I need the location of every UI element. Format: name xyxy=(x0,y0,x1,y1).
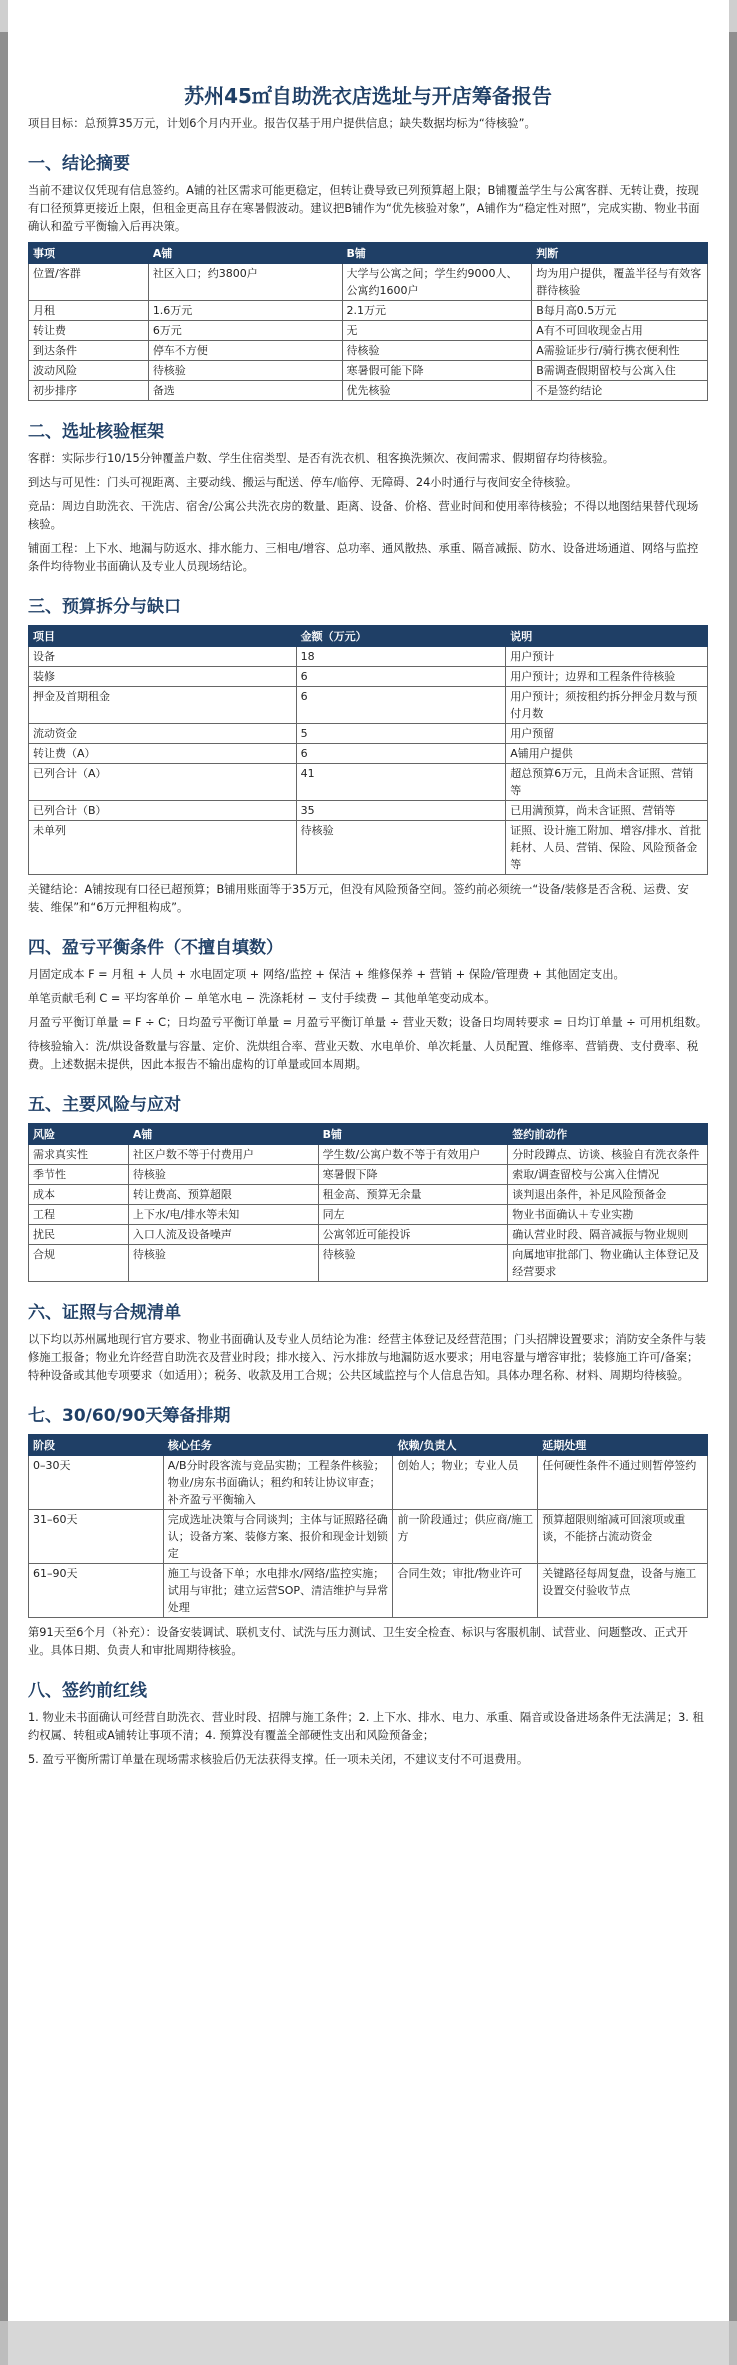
table-row xyxy=(29,264,708,301)
table-cell: 流动资金 xyxy=(29,724,297,744)
table-row xyxy=(29,1225,708,1245)
section-heading-licenses: 六、证照与合规清单 xyxy=(28,1303,181,1323)
table-cell: 用户预计；边界和工程条件待核验 xyxy=(506,667,708,687)
table-cell: 0–30天 xyxy=(29,1456,164,1510)
report-content xyxy=(28,80,708,1775)
table-cell: 转让费 xyxy=(29,321,149,341)
table-header-cell: 金额（万元） xyxy=(296,626,506,647)
table-cell: 公寓邻近可能投诉 xyxy=(318,1225,508,1245)
table-cell: 预算超限则缩减可回滚项或重谈，不能挤占流动资金 xyxy=(538,1510,708,1564)
table-row xyxy=(29,801,708,821)
table-cell: 41 xyxy=(296,764,506,801)
project-goal: 项目目标：总预算35万元，计划6个月内开业。报告仅基于用户提供信息；缺失数据均标为“待核验”。 xyxy=(28,117,536,130)
table-cell: 成本 xyxy=(29,1185,129,1205)
table-cell: 已列合计（B） xyxy=(29,801,297,821)
table-cell: 合规 xyxy=(29,1245,129,1282)
table-cell: 18 xyxy=(296,647,506,667)
table-cell: 6 xyxy=(296,687,506,724)
risk-table xyxy=(28,1123,708,1282)
table-cell: 优先核验 xyxy=(342,381,532,401)
table-row xyxy=(29,764,708,801)
table-cell: 学生数/公寓户数不等于有效用户 xyxy=(318,1145,508,1165)
licenses-paragraph: 以下均以苏州属地现行官方要求、物业书面确认及专业人员结论为准：经营主体登记及经营范围；门头招牌设置要求；消防安全条件与装修施工报备；物业允许经营自助洗衣及营业时段；排水接入、污水排放与地漏防返水要求；用电容量与增容审批；装修施工许可/备案；特种设备或其他专项要求（如适用）；税务、收款及用工合规；公共区域监控与个人信息告知。具体办理名称、材料、周期均待核验。 xyxy=(28,1333,706,1382)
table-row xyxy=(29,301,708,321)
table-row xyxy=(29,744,708,764)
table-cell: 已用满预算，尚未含证照、营销等 xyxy=(506,801,708,821)
table-cell: 月租 xyxy=(29,301,149,321)
table-row xyxy=(29,1165,708,1185)
section-heading-breakeven: 四、盈亏平衡条件（不擅自填数） xyxy=(28,938,283,958)
table-cell: 合同生效；审批/物业许可 xyxy=(393,1564,538,1618)
table-cell: 同左 xyxy=(318,1205,508,1225)
table-cell: 寒暑假下降 xyxy=(318,1165,508,1185)
section-heading-schedule: 七、30/60/90天筹备排期 xyxy=(28,1406,231,1426)
table-cell: 已列合计（A） xyxy=(29,764,297,801)
table-header-cell: A铺 xyxy=(148,243,342,264)
table-cell: 完成选址决策与合同谈判；主体与证照路径确认；设备方案、装修方案、报价和现金计划锁定 xyxy=(163,1510,393,1564)
summary-paragraph: 当前不建议仅凭现有信息签约。A铺的社区需求可能更稳定，但转让费导致已列预算超上限；B铺覆盖学生与公寓客群、无转让费，按现有口径预算更接近上限，但租金更高且存在寒暑假波动。建议把B铺作为“优先核验对象”，A铺作为“稳定性对照”，完成实勘、物业书面确认和盈亏平衡输入后再决策。 xyxy=(28,184,700,233)
table-cell: 任何硬性条件不通过则暂停签约 xyxy=(538,1456,708,1510)
section-heading-risks: 五、主要风险与应对 xyxy=(28,1095,181,1115)
table-cell: 入口人流及设备噪声 xyxy=(128,1225,318,1245)
table-row xyxy=(29,1185,708,1205)
table-cell: 押金及首期租金 xyxy=(29,687,297,724)
table-cell: 用户预计 xyxy=(506,647,708,667)
table-cell: 初步排序 xyxy=(29,381,149,401)
redline-item: 1. 物业未书面确认可经营自助洗衣、营业时段、招牌与施工条件；2. 上下水、排水、电力、承重、隔音或设备进场条件无法满足；3. 租约权属、转租或A铺转让事项不清；4. 预算没有覆盖全部硬性支出和风险预备金； xyxy=(28,1711,704,1742)
section-heading-summary: 一、结论摘要 xyxy=(28,154,130,174)
table-cell: 前一阶段通过；供应商/施工方 xyxy=(393,1510,538,1564)
table-cell: 6 xyxy=(296,667,506,687)
redline-item: 5. 盈亏平衡所需订单量在现场需求核验后仍无法获得支撑。任一项未关闭，不建议支付不可退费用。 xyxy=(28,1753,529,1766)
table-row xyxy=(29,667,708,687)
table-cell: 证照、设计施工附加、增容/排水、首批耗材、人员、营销、保险、风险预备金等 xyxy=(506,821,708,875)
table-cell: 季节性 xyxy=(29,1165,129,1185)
breakeven-paragraph: 月盈亏平衡订单量 = F ÷ C；日均盈亏平衡订单量 = 月盈亏平衡订单量 ÷ 营业天数；设备日均周转要求 = 日均订单量 ÷ 可用机组数。 xyxy=(28,1016,708,1029)
table-cell: 租金高、预算无余量 xyxy=(318,1185,508,1205)
table-cell: B需调查假期留校与公寓入住 xyxy=(532,361,708,381)
table-row xyxy=(29,321,708,341)
table-cell: 装修 xyxy=(29,667,297,687)
table-cell: 待核验 xyxy=(318,1245,508,1282)
bottom-scroll-bar xyxy=(0,2321,737,2365)
table-cell: 社区户数不等于付费用户 xyxy=(128,1145,318,1165)
table-cell: 6万元 xyxy=(148,321,342,341)
table-header-cell: A铺 xyxy=(128,1124,318,1145)
table-row xyxy=(29,1510,708,1564)
table-cell: 待核验 xyxy=(128,1245,318,1282)
breakeven-paragraph: 单笔贡献毛利 C = 平均客单价 − 单笔水电 − 洗涤耗材 − 支付手续费 − 其他单笔变动成本。 xyxy=(28,992,496,1005)
table-cell: 确认营业时段、隔音减振与物业规则 xyxy=(508,1225,708,1245)
table-cell: 转让费（A） xyxy=(29,744,297,764)
table-row xyxy=(29,1205,708,1225)
table-cell: 施工与设备下单；水电排水/网络/监控实施；试用与审批；建立运营SOP、清洁维护与异常处理 xyxy=(163,1564,393,1618)
table-cell: 31–60天 xyxy=(29,1510,164,1564)
budget-table xyxy=(28,625,708,875)
table-cell: 未单列 xyxy=(29,821,297,875)
section-heading-budget: 三、预算拆分与缺口 xyxy=(28,597,181,617)
table-cell: 需求真实性 xyxy=(29,1145,129,1165)
table-cell: B每月高0.5万元 xyxy=(532,301,708,321)
table-cell: 创始人；物业；专业人员 xyxy=(393,1456,538,1510)
table-cell: 1.6万元 xyxy=(148,301,342,321)
table-cell: 索取/调查留校与公寓入住情况 xyxy=(508,1165,708,1185)
table-cell: 超总预算6万元，且尚未含证照、营销等 xyxy=(506,764,708,801)
table-cell: 停车不方便 xyxy=(148,341,342,361)
table-cell: A有不可回收现金占用 xyxy=(532,321,708,341)
table-cell: 转让费高、预算超限 xyxy=(128,1185,318,1205)
table-header-cell: 说明 xyxy=(506,626,708,647)
table-header-cell: B铺 xyxy=(318,1124,508,1145)
table-cell: 备选 xyxy=(148,381,342,401)
table-cell: 无 xyxy=(342,321,532,341)
table-cell: 均为用户提供，覆盖半径与有效客群待核验 xyxy=(532,264,708,301)
table-cell: 寒暑假可能下降 xyxy=(342,361,532,381)
table-header-cell: 事项 xyxy=(29,243,149,264)
redline-list xyxy=(28,1709,708,1769)
table-cell: 上下水/电/排水等未知 xyxy=(128,1205,318,1225)
table-row xyxy=(29,1145,708,1165)
table-cell: 待核验 xyxy=(296,821,506,875)
table-row xyxy=(29,341,708,361)
table-row xyxy=(29,1245,708,1282)
schedule-table xyxy=(28,1434,708,1618)
table-cell: 不是签约结论 xyxy=(532,381,708,401)
table-cell: 大学与公寓之间；学生约9000人、公寓约1600户 xyxy=(342,264,532,301)
table-row xyxy=(29,647,708,667)
comparison-table xyxy=(28,242,708,401)
table-header-cell: 判断 xyxy=(532,243,708,264)
table-cell: A需验证步行/骑行携衣便利性 xyxy=(532,341,708,361)
table-cell: 位置/客群 xyxy=(29,264,149,301)
table-row xyxy=(29,1456,708,1510)
table-cell: 61–90天 xyxy=(29,1564,164,1618)
table-cell: 扰民 xyxy=(29,1225,129,1245)
table-cell: 工程 xyxy=(29,1205,129,1225)
budget-conclusion: 关键结论：A铺按现有口径已超预算；B铺用账面等于35万元，但没有风险预备空间。签约前必须统一“设备/装修是否含税、运费、安装、维保”和“6万元押租构成”。 xyxy=(28,883,689,914)
framework-paragraph: 到达与可见性：门头可视距离、主要动线、搬运与配送、停车/临停、无障碍、24小时通行与夜间安全待核验。 xyxy=(28,476,578,489)
table-cell: 向属地审批部门、物业确认主体登记及经营要求 xyxy=(508,1245,708,1282)
table-cell: 35 xyxy=(296,801,506,821)
table-row xyxy=(29,381,708,401)
table-header-cell: 核心任务 xyxy=(163,1435,393,1456)
framework-paragraph: 铺面工程：上下水、地漏与防返水、排水能力、三相电/增容、总功率、通风散热、承重、隔音减振、防水、设备进场通道、网络与监控条件均待物业书面确认及专业人员现场结论。 xyxy=(28,542,699,573)
table-row xyxy=(29,821,708,875)
table-row xyxy=(29,361,708,381)
table-cell: 关键路径每周复盘，设备与施工设置交付验收节点 xyxy=(538,1564,708,1618)
table-row xyxy=(29,1564,708,1618)
table-header-cell: 风险 xyxy=(29,1124,129,1145)
table-header-cell: 项目 xyxy=(29,626,297,647)
table-cell: 用户预计；须按租约拆分押金月数与预付月数 xyxy=(506,687,708,724)
table-cell: 待核验 xyxy=(148,361,342,381)
table-header-cell: 延期处理 xyxy=(538,1435,708,1456)
breakeven-paragraph: 月固定成本 F = 月租 + 人员 + 水电固定项 + 网络/监控 + 保洁 + 维修保养 + 营销 + 保险/管理费 + 其他固定支出。 xyxy=(28,968,625,981)
table-cell: 5 xyxy=(296,724,506,744)
table-header-cell: B铺 xyxy=(342,243,532,264)
table-cell: 物业书面确认＋专业实勘 xyxy=(508,1205,708,1225)
framework-paragraph: 竞品：周边自助洗衣、干洗店、宿舍/公寓公共洗衣房的数量、距离、设备、价格、营业时间和使用率待核验；不得以地图结果替代现场核验。 xyxy=(28,500,699,531)
table-cell: 设备 xyxy=(29,647,297,667)
table-cell: A铺用户提供 xyxy=(506,744,708,764)
section-heading-framework: 二、选址核验框架 xyxy=(28,422,164,442)
table-cell: 用户预留 xyxy=(506,724,708,744)
table-cell: 谈判退出条件，补足风险预备金 xyxy=(508,1185,708,1205)
table-cell: 待核验 xyxy=(128,1165,318,1185)
table-cell: 波动风险 xyxy=(29,361,149,381)
table-cell: 6 xyxy=(296,744,506,764)
schedule-supplement: 第91天至6个月（补充）：设备安装调试、联机支付、试洗与压力测试、卫生安全检查、标识与客服机制、试营业、问题整改、正式开业。具体日期、负责人和审批周期待核验。 xyxy=(28,1626,688,1657)
table-cell: 到达条件 xyxy=(29,341,149,361)
breakeven-paragraph: 待核验输入：洗/烘设备数量与容量、定价、洗烘组合率、营业天数、水电单价、单次耗量、人员配置、维修率、营销费、支付费率、税费。上述数据未提供，因此本报告不输出虚构的订单量或回本周期。 xyxy=(28,1040,699,1071)
table-header-cell: 签约前动作 xyxy=(508,1124,708,1145)
table-cell: 分时段蹲点、访谈、核验自有洗衣条件 xyxy=(508,1145,708,1165)
framework-paragraph: 客群：实际步行10/15分钟覆盖户数、学生住宿类型、是否有洗衣机、租客换洗频次、夜间需求、假期留存均待核验。 xyxy=(28,452,615,465)
table-cell: 社区入口；约3800户 xyxy=(148,264,342,301)
table-row xyxy=(29,687,708,724)
page-title: 苏州45㎡自助洗衣店选址与开店筹备报告 xyxy=(184,84,552,108)
table-cell: 待核验 xyxy=(342,341,532,361)
table-header-cell: 依赖/负责人 xyxy=(393,1435,538,1456)
section-heading-redlines: 八、签约前红线 xyxy=(28,1681,147,1701)
table-cell: A/B分时段客流与竞品实勘；工程条件核验；物业/房东书面确认；租约和转让协议审查；补齐盈亏平衡输入 xyxy=(163,1456,393,1510)
table-header-cell: 阶段 xyxy=(29,1435,164,1456)
table-row xyxy=(29,724,708,744)
table-cell: 2.1万元 xyxy=(342,301,532,321)
